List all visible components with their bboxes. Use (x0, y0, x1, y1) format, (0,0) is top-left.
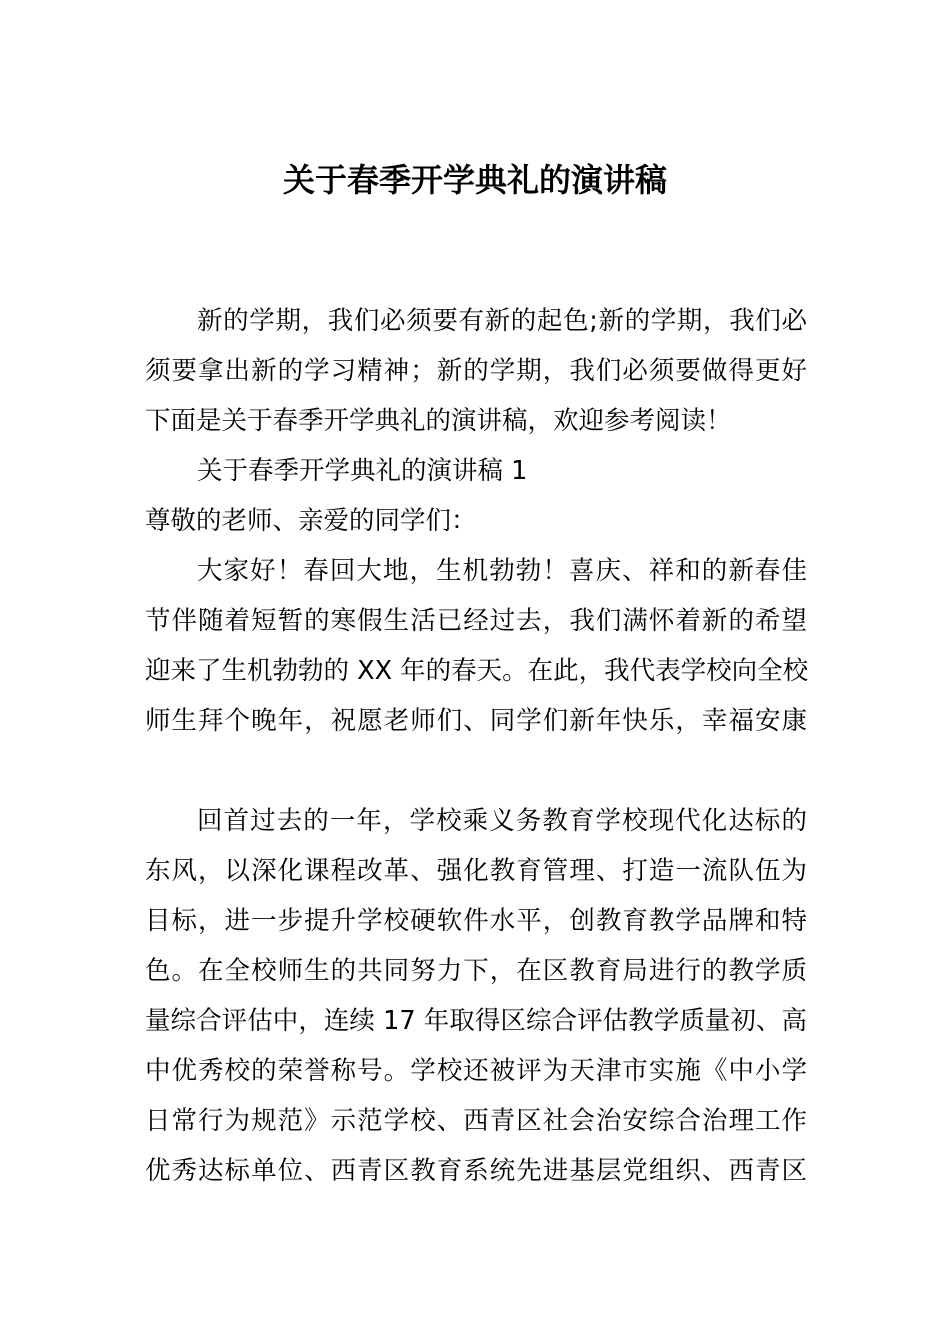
section-heading (145, 446, 807, 496)
text-line: 关于春季开学典礼的演讲稿 1 (197, 456, 528, 486)
text-line: 东风，以深化课程改革、强化教育管理、打造一流队伍为 (145, 856, 807, 886)
text-line: 尊敬的老师、亲爱的同学们： (145, 506, 477, 536)
text-line: 节伴随着短暂的寒假生活已经过去，我们满怀着新的希望 (145, 606, 807, 636)
paragraph (145, 296, 807, 446)
document-title: 关于春季开学典礼的演讲稿 (282, 161, 667, 199)
text-line: 大家好！春回大地，生机勃勃！喜庆、祥和的新春佳 (197, 556, 807, 586)
document-body (145, 296, 807, 1196)
text-line: 量综合评估中，连续 17 年取得区综合评估教学质量初、高 (145, 1006, 807, 1036)
paragraph-gap (145, 746, 807, 796)
text-line: 优秀达标单位、西青区教育系统先进基层党组织、西青区 (145, 1156, 807, 1186)
text-line: 色。在全校师生的共同努力下，在区教育局进行的教学质 (145, 956, 807, 986)
paragraph (145, 546, 807, 746)
text-line: 须要拿出新的学习精神；新的学期，我们必须要做得更好 (145, 356, 807, 386)
text-line: 新的学期，我们必须要有新的起色;新的学期，我们必 (197, 306, 807, 336)
text-line: 日常行为规范》示范学校、西青区社会治安综合治理工作 (145, 1106, 807, 1136)
paragraph (145, 796, 807, 1196)
text-line: 师生拜个晚年，祝愿老师们、同学们新年快乐，幸福安康 (145, 706, 807, 736)
text-line: 回首过去的一年，学校乘义务教育学校现代化达标的 (197, 806, 807, 836)
text-line: 下面是关于春季开学典礼的演讲稿，欢迎参考阅读！ (145, 406, 732, 436)
text-line: 目标，进一步提升学校硬软件水平，创教育教学品牌和特 (145, 906, 807, 936)
text-line: 迎来了生机勃勃的 XX 年的春天。在此，我代表学校向全校 (145, 656, 809, 686)
text-line: 中优秀校的荣誉称号。学校还被评为天津市实施《中小学 (145, 1056, 807, 1086)
salutation (145, 496, 807, 546)
